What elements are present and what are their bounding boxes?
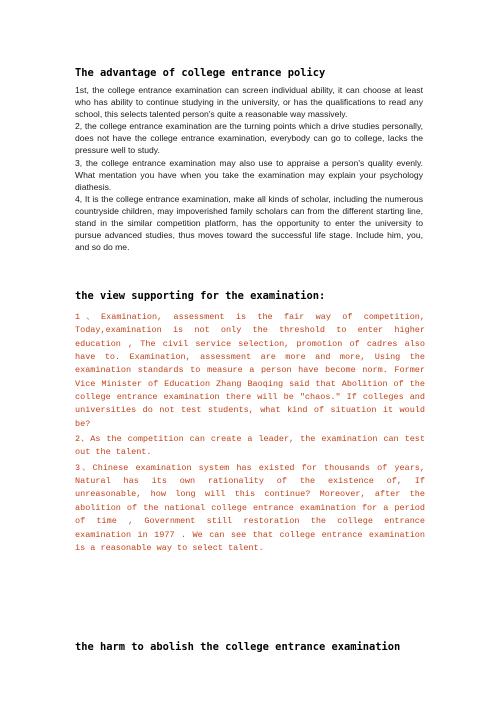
- heading-advantage: The advantage of college entrance policy: [75, 67, 326, 79]
- views-section: [75, 311, 425, 557]
- view-paragraph: 1、Examination, assessment is the fair way of competition, Today,examination is not only the threshold to enter higher education , The civil service selection, promotion of cadres also have to. Examination, assessment are more and more, Using the examination standards to measure a person have become norm. Former Vice Minister of Education Zhang Baoqing said that Abolition of the college entrance examination there will be "chaos." If colleges and universities do not test students, what kind of situation it would be?: [75, 312, 425, 429]
- advantage-paragraph: 1st, the college entrance examination can screen individual ability, it can choose at least who has ability to continue studying in the university, or has the qualifications to read any school, this selects talented person's quite a reasonable way massively.: [75, 85, 423, 120]
- view-paragraph: 2、As the competition can create a leader, the examination can test out the talent.: [75, 434, 425, 458]
- advantages-section: [75, 84, 423, 253]
- advantage-paragraph: 2, the college entrance examination are the turning points which a drive studies personally, does not have the college entrance examination, everybody can go to college, lacks the pressure well to study.: [75, 121, 423, 156]
- heading-views: the view supporting for the examination:: [75, 290, 326, 302]
- advantage-paragraph: 4, It is the college entrance examination, make all kinds of scholar, including the numerous countryside children, may impoverished family scholars can from the different starting line, stand in the similar competition platform, has the opportunity to enter the university to pursue advanced studies, thus moves toward the successful life stage. Include him, you, and so do me.: [75, 193, 423, 253]
- view-paragraph: 3、Chinese examination system has existed for thousands of years, Natural has its own rationality of the existence of, If unreasonable, how long will this continue? Moreover, after the abolition of the national college entrance examination for a period of time , Government still restoration the college entrance examination in 1977 . We can see that college entrance examination is a reasonable way to select talent.: [75, 462, 425, 553]
- advantage-paragraph: 3, the college entrance examination may also use to appraise a person's quality evenly. What mentation you have when you take the examination may explain your psychology diathesis.: [75, 157, 423, 192]
- heading-harm: the harm to abolish the college entrance examination: [75, 641, 401, 653]
